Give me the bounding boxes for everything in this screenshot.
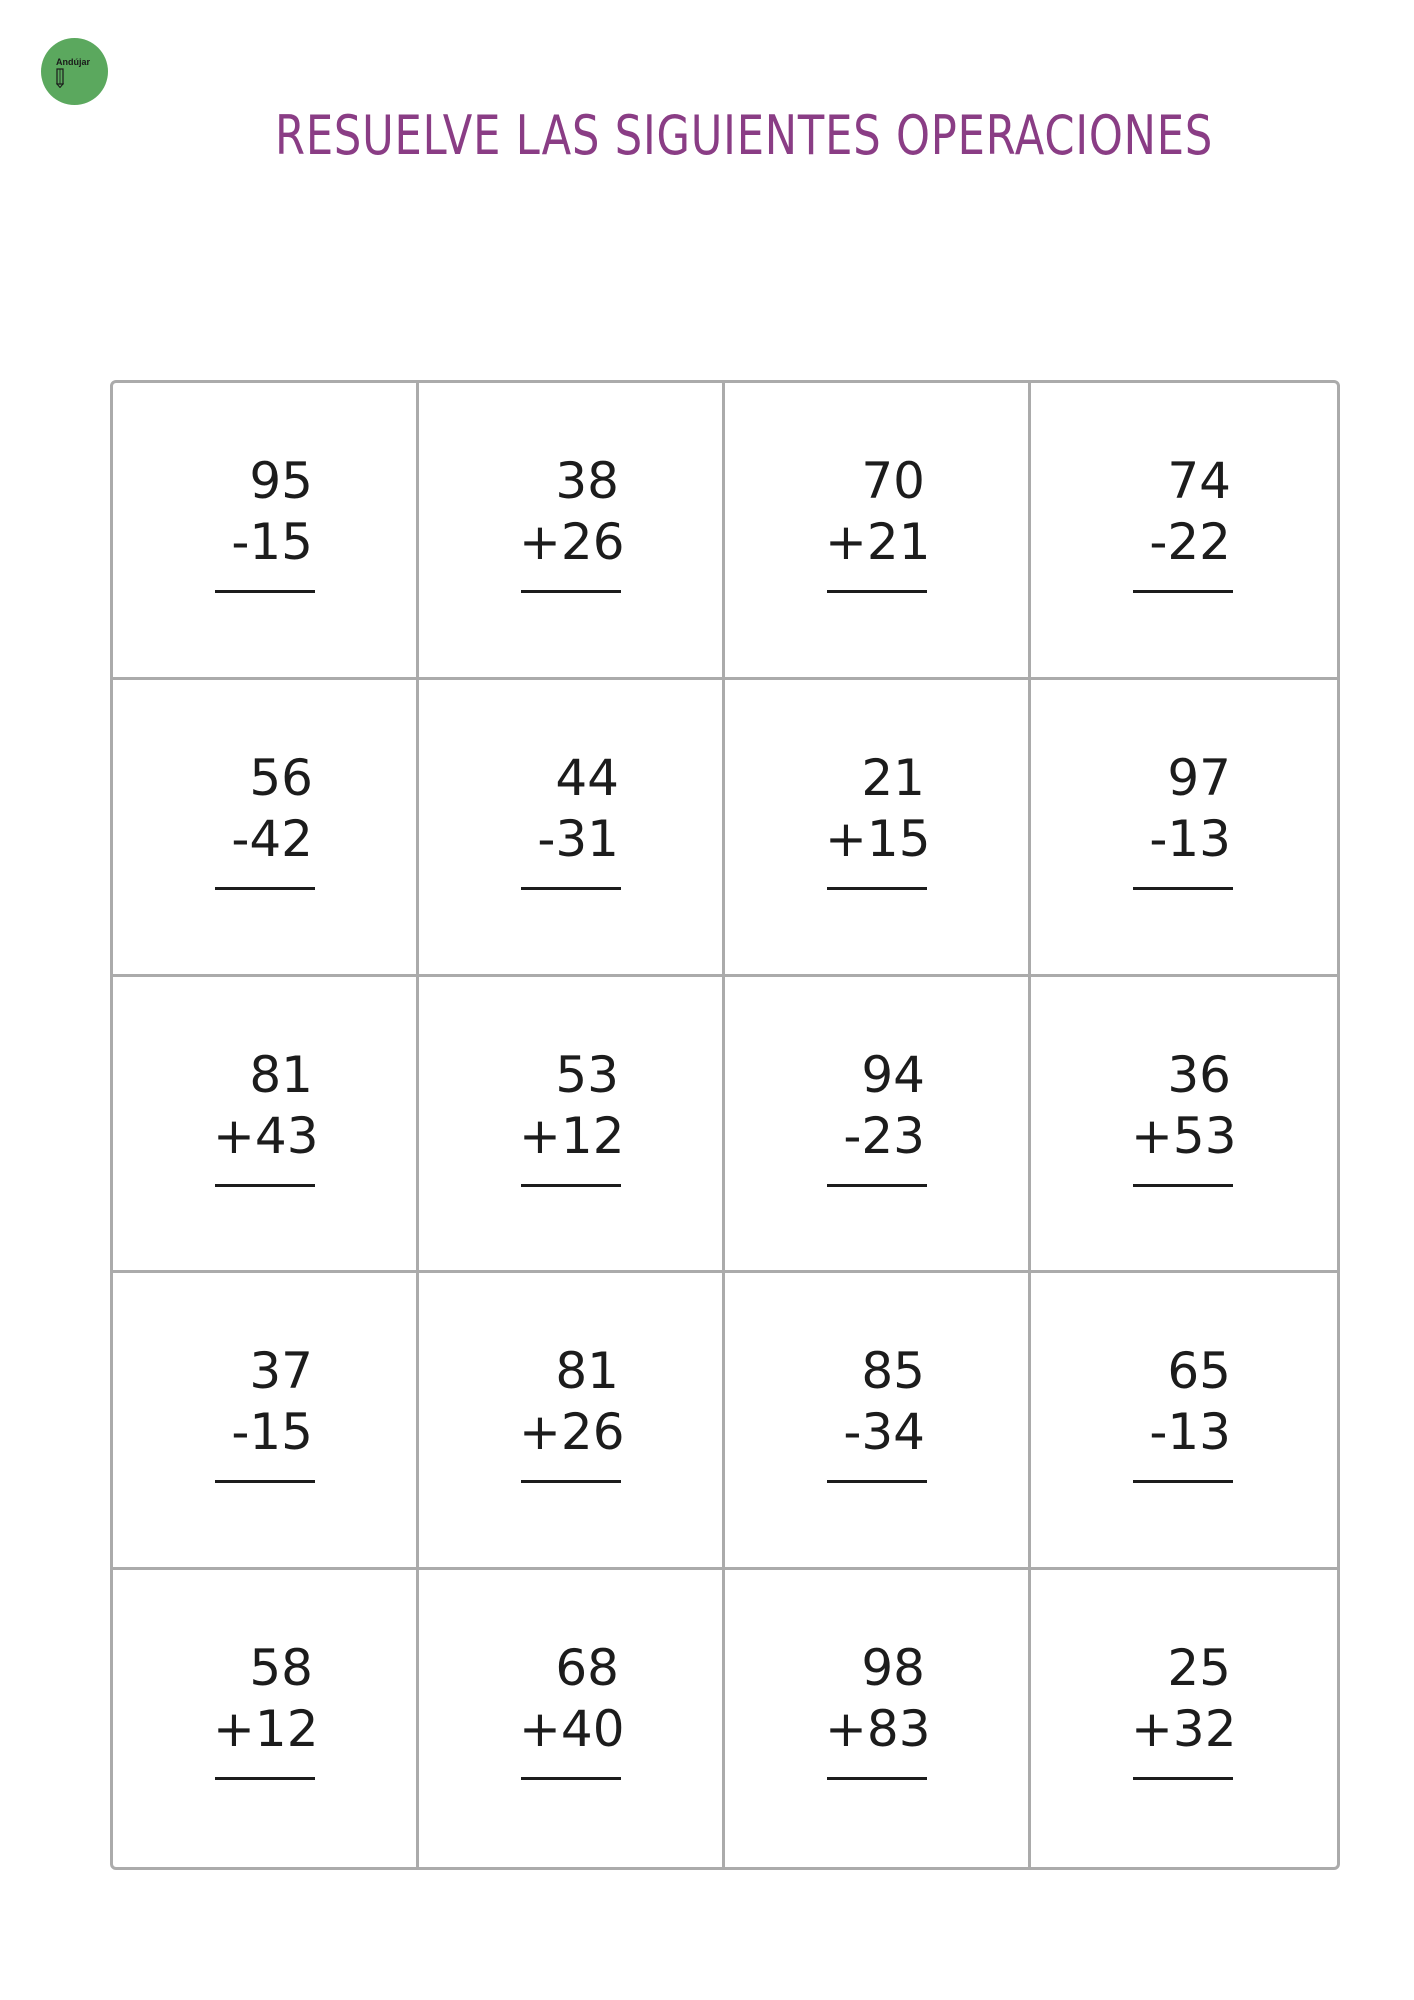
- operations-grid: [110, 380, 1340, 1870]
- page-title: RESUELVE LAS SIGUIENTES OPERACIONES: [275, 104, 1214, 167]
- operand-bottom: -42: [231, 809, 313, 868]
- result-line: [1133, 590, 1233, 593]
- operand-top: 37: [249, 1342, 313, 1401]
- pencil-icon: [56, 68, 64, 88]
- operand-top: 68: [555, 1639, 619, 1698]
- result-line: [827, 1480, 927, 1483]
- operation-cell: [725, 1570, 1031, 1867]
- operation: [1131, 1045, 1237, 1167]
- result-line: [521, 1777, 621, 1780]
- operand-bottom: +26: [519, 1403, 625, 1462]
- operation-cell: [113, 383, 419, 680]
- logo: [41, 38, 108, 105]
- operation-cell: [419, 383, 725, 680]
- operand-top: 85: [861, 1342, 925, 1401]
- operand-bottom: -15: [231, 513, 313, 571]
- operation-cell: [725, 680, 1031, 977]
- operand-top: 95: [249, 452, 313, 510]
- operand-top: 53: [555, 1045, 619, 1104]
- operand-bottom: -22: [1149, 513, 1231, 571]
- operand-bottom: +21: [825, 513, 931, 571]
- operand-bottom: -13: [1149, 1403, 1231, 1462]
- operation-cell: [419, 1570, 725, 1867]
- operation: [825, 1638, 931, 1760]
- operation: [519, 1341, 625, 1463]
- operand-bottom: +26: [519, 513, 625, 571]
- operation: [519, 1045, 625, 1167]
- operand-bottom: -34: [843, 1403, 925, 1462]
- logo-text: Andújar: [56, 57, 91, 67]
- operation: [1131, 1341, 1231, 1463]
- result-line: [521, 1184, 621, 1187]
- operand-bottom: +12: [519, 1106, 625, 1165]
- operation: [213, 1045, 319, 1167]
- operand-top: 56: [249, 748, 313, 807]
- operand-bottom: +83: [825, 1700, 931, 1759]
- operation: [519, 451, 625, 573]
- operand-bottom: +12: [213, 1700, 319, 1759]
- result-line: [521, 590, 621, 593]
- operation: [825, 1045, 925, 1167]
- operand-bottom: -15: [231, 1403, 313, 1462]
- result-line: [1133, 887, 1233, 890]
- operation: [213, 1341, 313, 1463]
- operation: [213, 1638, 319, 1760]
- operation-cell: [419, 1273, 725, 1570]
- operand-top: 65: [1167, 1342, 1231, 1401]
- operation: [1131, 1638, 1237, 1760]
- operation: [825, 451, 931, 573]
- operation-cell: [113, 1273, 419, 1570]
- operand-bottom: +40: [519, 1700, 625, 1759]
- operand-top: 94: [861, 1045, 925, 1104]
- operation-cell: [725, 383, 1031, 680]
- operand-top: 70: [861, 452, 925, 510]
- result-line: [215, 1480, 315, 1483]
- operation-cell: [725, 977, 1031, 1274]
- result-line: [521, 887, 621, 890]
- operand-top: 44: [555, 748, 619, 807]
- operation: [1131, 451, 1231, 573]
- operation: [519, 748, 619, 870]
- operation: [825, 1341, 925, 1463]
- operand-top: 36: [1167, 1045, 1231, 1104]
- operation-cell: [1031, 680, 1337, 977]
- operand-top: 21: [861, 748, 925, 807]
- result-line: [827, 1184, 927, 1187]
- operation: [825, 748, 931, 870]
- operation-cell: [419, 977, 725, 1274]
- result-line: [1133, 1777, 1233, 1780]
- operation: [1131, 748, 1231, 870]
- operation-cell: [1031, 1273, 1337, 1570]
- operation-cell: [1031, 1570, 1337, 1867]
- result-line: [215, 887, 315, 890]
- result-line: [827, 1777, 927, 1780]
- operand-top: 58: [249, 1639, 313, 1698]
- operand-top: 74: [1167, 452, 1231, 510]
- operation-cell: [1031, 977, 1337, 1274]
- result-line: [827, 887, 927, 890]
- operand-bottom: -13: [1149, 809, 1231, 868]
- result-line: [827, 590, 927, 593]
- operation: [519, 1638, 625, 1760]
- result-line: [1133, 1184, 1233, 1187]
- operand-top: 97: [1167, 748, 1231, 807]
- operand-top: 81: [249, 1045, 313, 1104]
- operation-cell: [113, 1570, 419, 1867]
- operand-top: 38: [555, 452, 619, 510]
- operation-cell: [113, 977, 419, 1274]
- result-line: [1133, 1480, 1233, 1483]
- operand-bottom: -31: [537, 809, 619, 868]
- operation-cell: [1031, 383, 1337, 680]
- result-line: [215, 1777, 315, 1780]
- operand-top: 25: [1167, 1639, 1231, 1698]
- operand-bottom: +15: [825, 809, 931, 868]
- operation: [213, 451, 313, 573]
- operand-bottom: +43: [213, 1106, 319, 1165]
- operand-bottom: -23: [843, 1106, 925, 1165]
- result-line: [215, 1184, 315, 1187]
- operation-cell: [113, 680, 419, 977]
- operand-bottom: +32: [1131, 1700, 1237, 1759]
- operand-bottom: +53: [1131, 1106, 1237, 1165]
- operand-top: 98: [861, 1639, 925, 1698]
- result-line: [215, 590, 315, 593]
- operation-cell: [725, 1273, 1031, 1570]
- operation: [213, 748, 313, 870]
- operation-cell: [419, 680, 725, 977]
- result-line: [521, 1480, 621, 1483]
- operand-top: 81: [555, 1342, 619, 1401]
